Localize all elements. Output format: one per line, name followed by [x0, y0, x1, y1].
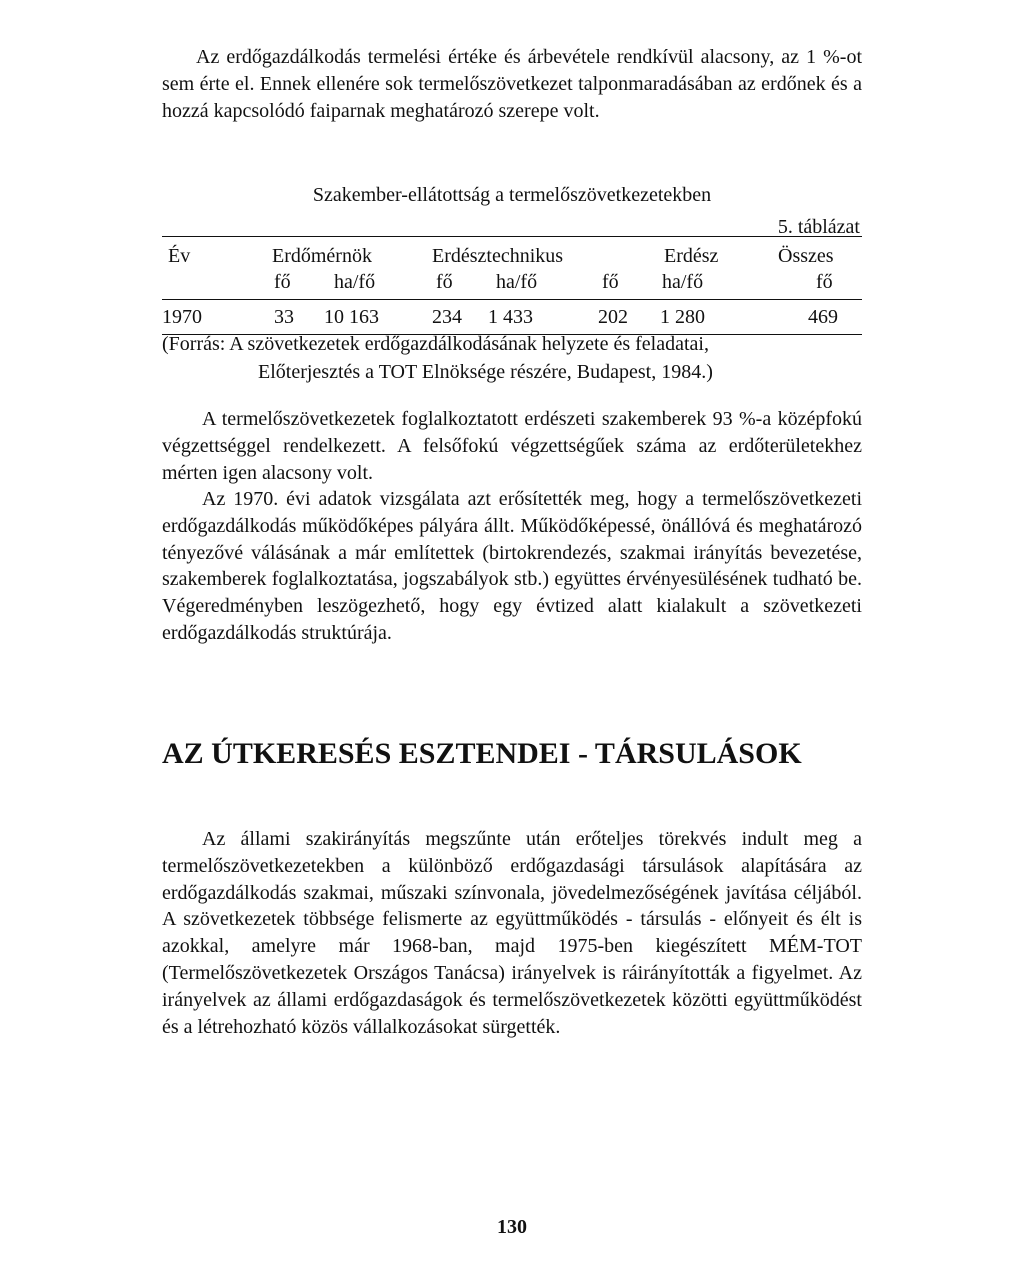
paragraph-intro: Az erdőgazdálkodás termelési értéke és árbevétele rendkívül alacsony, az 1 %-ot sem érte el. Ennek ellenére sok termelőszövetkezet talponmaradásában az erdőnek és a hozzá kapcsolódó faiparnak meghatározó szerepe volt.: [162, 46, 862, 122]
header-ha-1: ha/fő: [334, 271, 376, 293]
cell-erdesz-fo: 202: [598, 306, 628, 328]
cell-osszes-fo: 469: [808, 306, 838, 328]
source-line-1: (Forrás: A szövetkezetek erdőgazdálkodásának helyzete és feladatai,: [162, 333, 709, 355]
header-year: Év: [168, 245, 191, 267]
paragraph-associations: Az állami szakirányítás megszűnte után erőteljes törekvés indult meg a termelőszövetkezetekben a különböző erdőgazdasági társulások alapítására az erdőgazdálkodás szakmai, műszaki színvonala, jövedelmezőségének javítása céljából. A szövetkezetek többsége felismerte az együttműködés - társulás - előnyeit és élt is azokkal, amelyre már 1968-ban, majd 1975-ben kiegészített MÉM-TOT (Termelőszövetkezetek Országos Tanácsa) irányelvek is ráirányították a figyelmet. Az irányelvek az állami erdőgazdaságok és termelőszövetkezetek közötti együttműködést és a létrehozható közös vállalkozásokat sürgették.: [162, 828, 862, 1038]
table-header-rule: [162, 299, 862, 300]
header-fo-4: fő: [816, 271, 833, 293]
table-header-row-2: [162, 271, 862, 297]
header-ha-2: ha/fő: [496, 271, 538, 293]
header-erdesz: Erdész: [664, 245, 719, 267]
source-line-2: Előterjesztés a TOT Elnöksége részére, Budapest, 1984.): [258, 361, 713, 383]
table-row: [162, 306, 862, 332]
page-number: 130: [497, 1216, 527, 1238]
cell-erdomernok-fo: 33: [274, 306, 294, 328]
cell-year: 1970: [162, 306, 202, 328]
table-header-row-1: [162, 245, 862, 271]
cell-erdesz-ha: 1 280: [660, 306, 705, 328]
header-ha-3: ha/fő: [662, 271, 704, 293]
header-fo-2: fő: [436, 271, 453, 293]
staffing-table: [162, 236, 862, 335]
paragraph-qualifications: A termelőszövetkezetek foglalkoztatott erdészeti szakemberek 93 %-a középfokú végzettséggel rendelkezett. A felsőfokú végzettségűek száma az erdőterületekhez mérten igen alacsony volt.: [162, 408, 862, 484]
table-caption: Szakember-ellátottság a termelőszövetkezetekben: [312, 184, 712, 206]
table-source: [162, 330, 862, 386]
cell-technikus-ha: 1 433: [488, 306, 533, 328]
header-osszes: Összes: [778, 245, 834, 267]
header-fo-3: fő: [602, 271, 619, 293]
header-erdesztechnikus: Erdésztechnikus: [432, 245, 564, 267]
table-number: 5. táblázat: [777, 216, 860, 238]
table-top-rule: [162, 236, 862, 237]
header-fo-1: fő: [274, 271, 291, 293]
cell-technikus-fo: 234: [432, 306, 462, 328]
header-erdomernok: Erdőmérnök: [272, 245, 372, 267]
cell-erdomernok-ha: 10 163: [324, 306, 379, 328]
paragraph-1970-data: Az 1970. évi adatok vizsgálata azt erősítették meg, hogy a termelőszövetkezeti erdőgazdálkodás működőképes pályára állt. Működőképessé, önállóvá és meghatározó tényezővé válásának a már említettek (birtokrendezés, szakmai irányítás bevezetése, szakemberek foglalkoztatása, jogszabályok stb.) együttes érvényesülésének tudható be. Végeredményben leszögezhető, hogy egy évtized alatt kialakult a szövetkezeti erdőgazdálkodás struktúrája.: [162, 488, 862, 644]
section-heading: AZ ÚTKERESÉS ESZTENDEI - TÁRSULÁSOK: [162, 737, 802, 770]
